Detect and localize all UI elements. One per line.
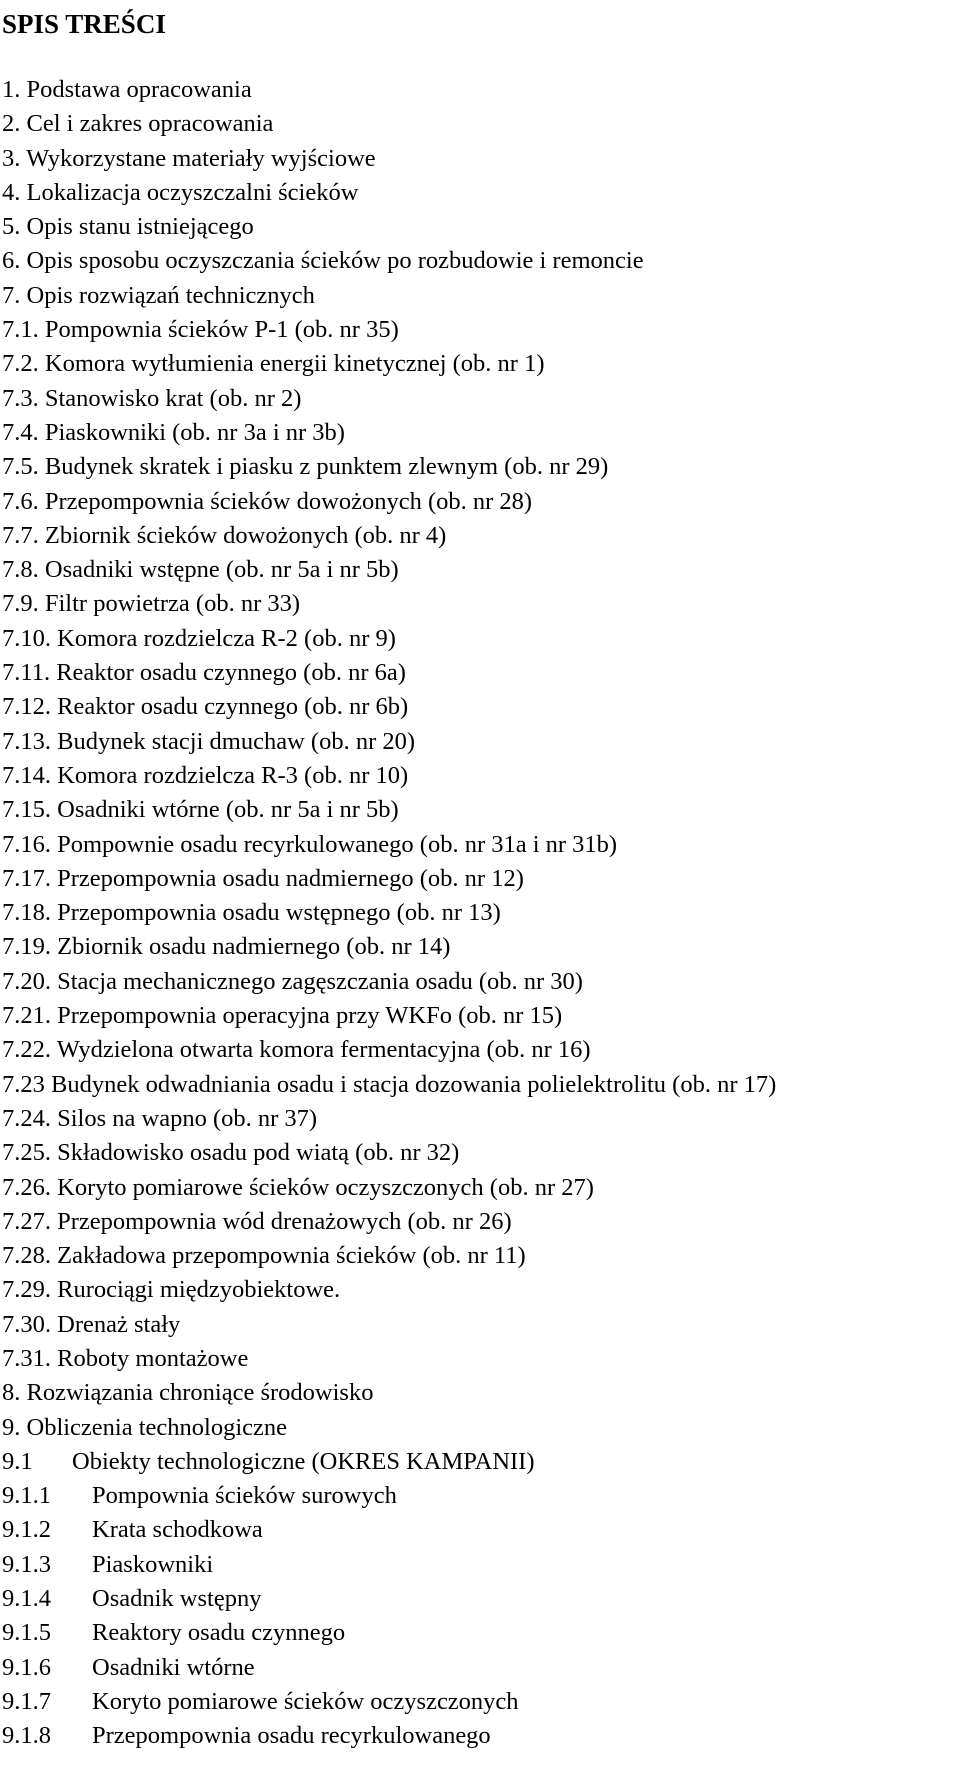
- toc-item-number: 3.: [2, 144, 21, 172]
- toc-item: [2, 1685, 776, 1719]
- toc-item-text: Budynek odwadniania osadu i stacja dozowania polielektrolitu (ob. nr 17): [51, 1070, 777, 1098]
- toc-item-text: Opis rozwiązań technicznych: [26, 281, 315, 309]
- toc-item-text: Przepompownia osadu nadmiernego (ob. nr 12): [57, 864, 524, 892]
- toc-list: [2, 73, 776, 1754]
- toc-item: [2, 450, 776, 484]
- toc-item-text: Reaktor osadu czynnego (ob. nr 6a): [56, 659, 406, 687]
- toc-item-text: Obliczenia technologiczne: [26, 1413, 288, 1441]
- toc-item-text: Stacja mechanicznego zagęszczania osadu (ob. nr 30): [57, 967, 583, 995]
- toc-item-number: 7.6.: [2, 487, 39, 515]
- toc-item-text: Filtr powietrza (ob. nr 33): [44, 590, 301, 618]
- toc-item: [2, 1651, 776, 1685]
- toc-item: [2, 1411, 776, 1445]
- toc-item-text: Koryto pomiarowe ścieków oczyszczonych (ob. nr 27): [57, 1173, 594, 1201]
- toc-item-text: Przepompownia ścieków dowożonych (ob. nr 28): [44, 487, 533, 515]
- toc-item-number: 7.12.: [2, 693, 51, 721]
- toc-item: [2, 553, 776, 587]
- toc-item: [2, 1719, 776, 1753]
- toc-item-number: 7.5.: [2, 453, 39, 481]
- toc-item-number: 4.: [2, 178, 21, 206]
- toc-item: [2, 279, 776, 313]
- toc-item-number: 7.31.: [2, 1344, 51, 1372]
- toc-item-text: Reaktory osadu czynnego: [92, 1619, 346, 1647]
- toc-item-number: 7.15.: [2, 796, 51, 824]
- toc-item-text: Zakładowa przepompownia ścieków (ob. nr 11): [57, 1242, 526, 1270]
- toc-item-number: 7.13.: [2, 727, 51, 755]
- toc-item-text: Opis sposobu oczyszczania ścieków po rozbudowie i remoncie: [26, 247, 644, 275]
- toc-item-text: Osadniki wtórne: [92, 1653, 255, 1681]
- toc-item-text: Przepompownia osadu wstępnego (ob. nr 13): [57, 899, 501, 927]
- toc-item-text: Osadnik wstępny: [92, 1585, 262, 1613]
- toc-item-number: 7.2.: [2, 350, 39, 378]
- toc-item-number: 9.1.8: [2, 1722, 51, 1750]
- toc-item-number: 7.27.: [2, 1207, 51, 1235]
- toc-item-text: Podstawa opracowania: [26, 76, 252, 103]
- toc-item: [2, 1033, 776, 1067]
- toc-item: [2, 1068, 776, 1102]
- toc-item-text: Cel i zakres opracowania: [26, 110, 274, 138]
- toc-item-number: 9.1.6: [2, 1653, 51, 1681]
- toc-item: [2, 1479, 776, 1513]
- toc-item-text: Lokalizacja oczyszczalni ścieków: [26, 178, 359, 206]
- toc-item: [2, 1342, 776, 1376]
- toc-item: [2, 176, 776, 210]
- toc-item: [2, 519, 776, 553]
- toc-item: [2, 1445, 776, 1479]
- toc-item-number: 7.29.: [2, 1276, 51, 1304]
- toc-item-number: 9.1.3: [2, 1550, 51, 1578]
- toc-item-number: 7.: [2, 281, 21, 309]
- toc-item: [2, 313, 776, 347]
- toc-item-number: 9.1.4: [2, 1585, 51, 1613]
- toc-item-number: 7.20.: [2, 967, 51, 995]
- toc-item: [2, 656, 776, 690]
- toc-item-text: Roboty montażowe: [57, 1344, 249, 1372]
- toc-item-text: Pompownia ścieków surowych: [92, 1482, 397, 1510]
- toc-item: [2, 999, 776, 1033]
- toc-item-number: 7.9.: [2, 590, 39, 618]
- toc-item: [2, 1273, 776, 1307]
- toc-title: SPIS TREŚCI: [2, 9, 166, 39]
- toc-item-text: Wykorzystane materiały wyjściowe: [26, 144, 376, 172]
- toc-item: [2, 142, 776, 176]
- toc-item-number: 9.1: [2, 1447, 33, 1475]
- toc-item-number: 7.19.: [2, 933, 51, 961]
- toc-item: [2, 759, 776, 793]
- toc-item-number: 2.: [2, 110, 21, 138]
- toc-item: [2, 793, 776, 827]
- toc-item-number: 7.10.: [2, 624, 51, 652]
- toc-item: [2, 587, 776, 621]
- toc-item-number: 7.21.: [2, 1002, 51, 1030]
- toc-item-text: Koryto pomiarowe ścieków oczyszczonych: [92, 1687, 519, 1715]
- toc-item: [2, 690, 776, 724]
- toc-item-number: 7.17.: [2, 864, 51, 892]
- toc-item-text: Reaktor osadu czynnego (ob. nr 6b): [57, 693, 409, 721]
- toc-item-number: 7.14.: [2, 761, 51, 789]
- toc-item-number: 9.1.1: [2, 1482, 51, 1510]
- toc-item: [2, 622, 776, 656]
- toc-item-number: 8.: [2, 1379, 21, 1407]
- toc-item-text: Drenaż stały: [57, 1310, 181, 1338]
- toc-item-number: 7.18.: [2, 899, 51, 927]
- toc-item: [2, 862, 776, 896]
- toc-item: [2, 1239, 776, 1273]
- toc-item: [2, 244, 776, 278]
- toc-item-text: Silos na wapno (ob. nr 37): [57, 1104, 318, 1132]
- toc-item-text: Pompownia ścieków P-1 (ob. nr 35): [44, 316, 399, 344]
- toc-item-number: 7.28.: [2, 1242, 51, 1270]
- toc-item-text: Opis stanu istniejącego: [26, 213, 254, 241]
- toc-item-text: Rurociągi międzyobiektowe.: [57, 1276, 341, 1304]
- toc-item: [2, 965, 776, 999]
- toc-item: [2, 485, 776, 519]
- toc-item: [2, 896, 776, 930]
- toc-item-number: 7.8.: [2, 556, 39, 584]
- toc-item-text: Krata schodkowa: [92, 1516, 263, 1544]
- toc-item: [2, 1376, 776, 1410]
- toc-item: [2, 828, 776, 862]
- toc-item: [2, 1102, 776, 1136]
- toc-item-text: Rozwiązania chroniące środowisko: [26, 1379, 374, 1407]
- toc-item-text: Piaskowniki (ob. nr 3a i nr 3b): [44, 418, 345, 446]
- toc-item: [2, 725, 776, 759]
- toc-item: [2, 930, 776, 964]
- toc-item-text: Komora rozdzielcza R-3 (ob. nr 10): [57, 761, 409, 789]
- toc-item-text: Zbiornik osadu nadmiernego (ob. nr 14): [57, 933, 451, 961]
- toc-item-text: Komora rozdzielcza R-2 (ob. nr 9): [57, 624, 396, 652]
- toc-item: [2, 107, 776, 141]
- toc-item-text: Osadniki wstępne (ob. nr 5a i nr 5b): [44, 556, 399, 584]
- toc-item: [2, 1171, 776, 1205]
- toc-item-number: 9.1.5: [2, 1619, 51, 1647]
- toc-item-number: 1.: [2, 76, 21, 103]
- toc-item-number: 9.1.2: [2, 1516, 51, 1544]
- toc-item-text: Wydzielona otwarta komora fermentacyjna (ob. nr 16): [56, 1036, 591, 1064]
- toc-item: [2, 382, 776, 416]
- toc-item: [2, 1513, 776, 1547]
- toc-item-number: 5.: [2, 213, 21, 241]
- toc-item-number: 7.24.: [2, 1104, 51, 1132]
- toc-item: [2, 1616, 776, 1650]
- toc-item-number: 7.26.: [2, 1173, 51, 1201]
- toc-item-number: 7.25.: [2, 1139, 51, 1167]
- toc-item-text: Osadniki wtórne (ob. nr 5a i nr 5b): [57, 796, 399, 824]
- toc-item-number: 7.7.: [2, 521, 39, 549]
- toc-item-number: 7.16.: [2, 830, 51, 858]
- toc-item-text: Stanowisko krat (ob. nr 2): [44, 384, 302, 412]
- toc-item: [2, 347, 776, 381]
- toc-item-text: Budynek skratek i piasku z punktem zlewnym (ob. nr 29): [44, 453, 609, 481]
- toc-item-number: 9.1.7: [2, 1687, 51, 1715]
- toc-item-text: Zbiornik ścieków dowożonych (ob. nr 4): [44, 521, 447, 549]
- toc-item-number: 7.4.: [2, 418, 39, 446]
- toc-item-number: 7.22.: [2, 1036, 51, 1064]
- toc-item-text: Komora wytłumienia energii kinetycznej (ob. nr 1): [44, 350, 545, 378]
- toc-item-number: 7.30.: [2, 1310, 51, 1338]
- toc-item-text: Budynek stacji dmuchaw (ob. nr 20): [57, 727, 416, 755]
- toc-item-text: Przepompownia wód drenażowych (ob. nr 26): [57, 1207, 512, 1235]
- toc-item-text: Piaskowniki: [92, 1550, 214, 1578]
- toc-item-number: 9.: [2, 1413, 21, 1441]
- toc-item: [2, 1548, 776, 1582]
- toc-item: [2, 1582, 776, 1616]
- toc-item: [2, 210, 776, 244]
- toc-item-number: 7.3.: [2, 384, 39, 412]
- toc-item: [2, 1205, 776, 1239]
- toc-item: [2, 416, 776, 450]
- toc-item-text: Przepompownia osadu recyrkulowanego: [92, 1722, 491, 1750]
- toc-item: [2, 1308, 776, 1342]
- toc-item-number: 7.23: [2, 1070, 45, 1098]
- toc-item-number: 6.: [2, 247, 21, 275]
- toc-item: [2, 1136, 776, 1170]
- toc-item-text: Składowisko osadu pod wiatą (ob. nr 32): [57, 1139, 460, 1167]
- toc-item: [2, 73, 776, 107]
- toc-item-number: 7.1.: [2, 316, 39, 344]
- toc-item-text: Obiekty technologiczne (OKRES KAMPANII): [72, 1447, 535, 1475]
- toc-item-text: Przepompownia operacyjna przy WKFo (ob. nr 15): [57, 1002, 563, 1030]
- toc-item-text: Pompownie osadu recyrkulowanego (ob. nr 31a i nr 31b): [57, 830, 618, 858]
- toc-item-number: 7.11.: [2, 659, 51, 687]
